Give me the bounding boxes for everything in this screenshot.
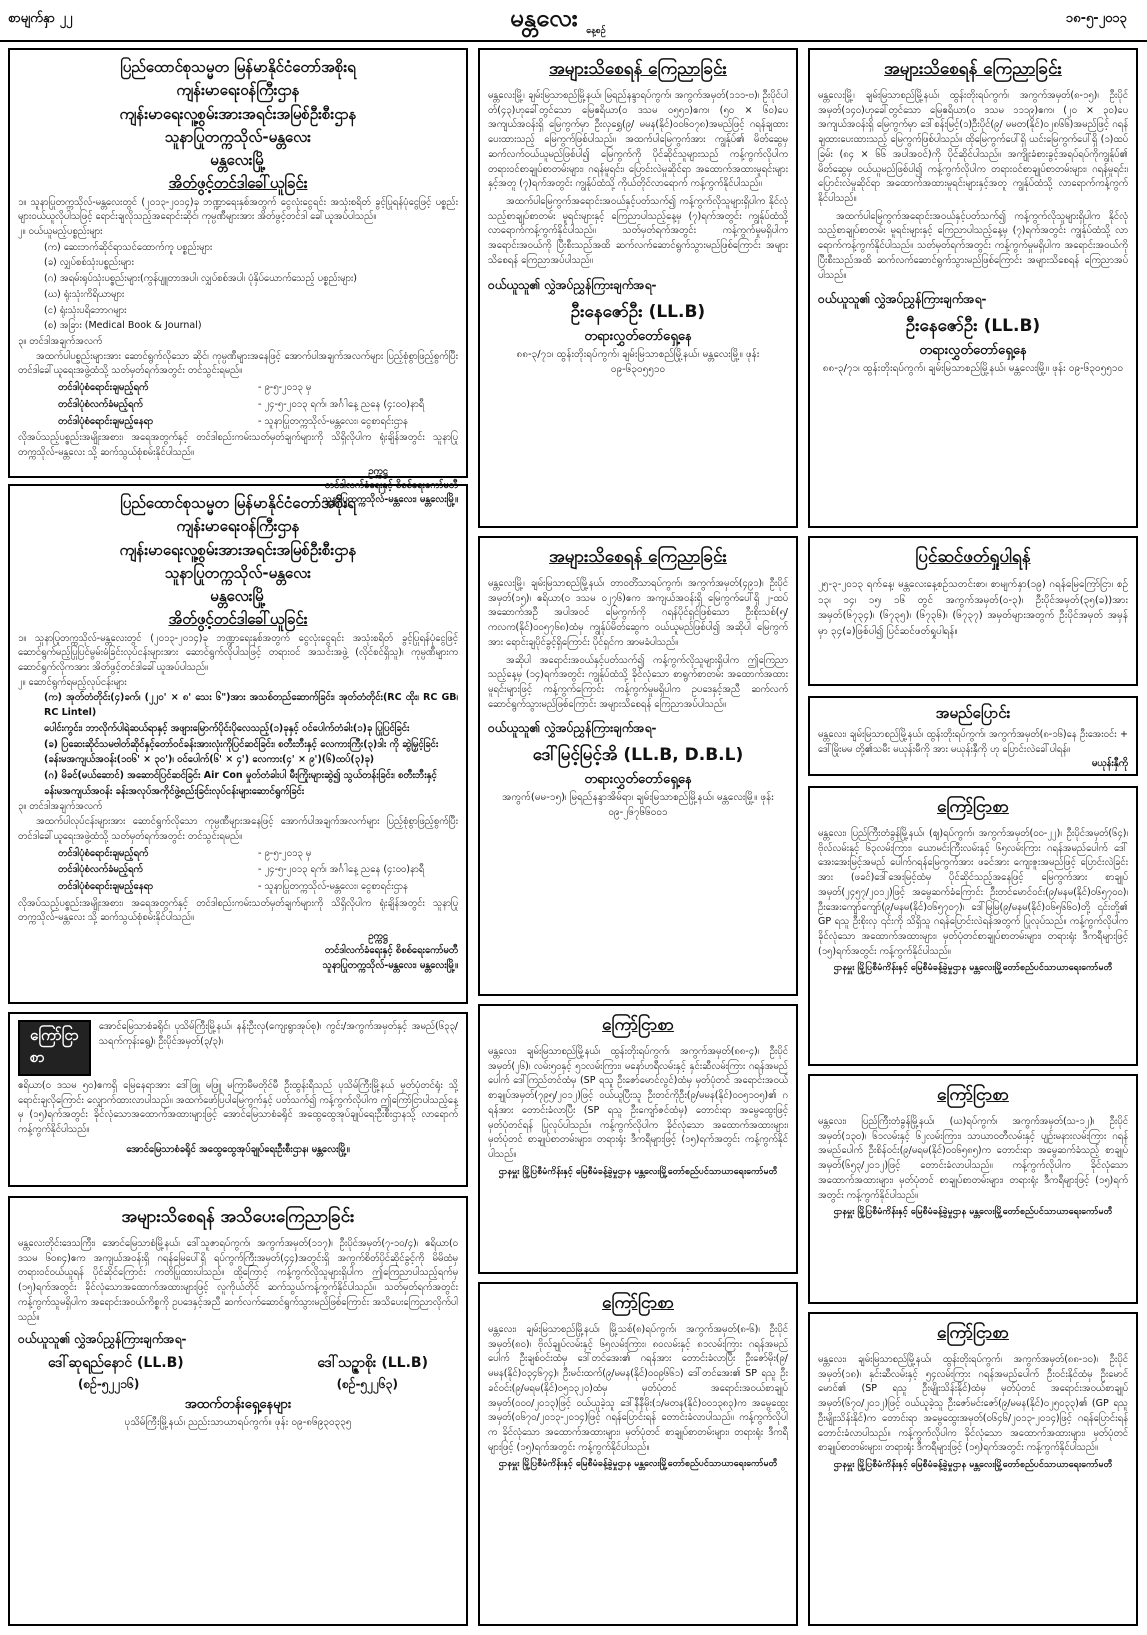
- lawyer-contact: အကွက်(မမ-၁၅)၊ မြရည်နန္ဒာအိမ်ရာ၊ ချမ်းမြသာစည်မြို့နယ်၊ မန္တလေးမြို့။ ဖုန်း ၀၉-၂၆၇၆၆၀၀၁: [502, 792, 774, 819]
- lawyer-contact: ပုသိမ်ကြီးမြို့နယ်၊ ညည်းသာယာရပ်ကွက်။ ဖုန်း ၀၉-၈၆၉၃၀၃၃၅: [124, 1417, 352, 1429]
- tender-heading: [18, 492, 458, 632]
- tender-body: [18, 632, 458, 973]
- lawyer-name: ဦးနေဇော်ဦး (LL.B): [905, 316, 1041, 337]
- notice-title: အများသိစေရန် ကြေညာခြင်း: [884, 59, 1062, 79]
- notice-body: မန္တလေးမြို့၊ ချမ်းမြသာစည်မြို့နယ်၊ တာဝတိံသာရပ်ကွက်၊ အကွက်အမှတ်(၄၉၁)၊ ဦးပိုင်အမှတ်(၁၅)၊ ဧရိယာ(၀ ဒသမ ၀၂၇၆)ဧက အကျယ်အဝန်းရှိ မြေကွက်ပေါ်ရှိ ၂-ထပ် အဆောက်အဦ အပါအဝင် မြေကွက်ကို ဂရန်ပိုင်ရှင်ဖြစ်သော ဦးစိုးသစ်(၅/ကလက(နိုင်)၀၀၅၇၆၈)ထံမှ ကျွန်ုပ်မိတ်ဆွေက ဝယ်ယူမည်ဖြစ်ပါ၍ အဆိုပါ မြေကွက်အား ရောင်းချပိုင်ခွင့်ရှိကြောင်း ပိုင်ရှင်က အာမခံပါသည်။: [488, 578, 788, 648]
- notice-body: မန္တလေး၊ ချမ်းမြသာစည်မြို့နယ်၊ မြို့သစ်(၈)ရပ်ကွက်၊ အကွက်အမှတ်(၈-၆)၊ ဦးပိုင်အမှတ်(၈၀)၊ ဗိုလ်ချုပ်လမ်းနှင့် ၆၅လမ်းကြား၊ ၈၀လမ်းနှင့် ၈၁လမ်းကြား ဂရန်အမည်ပေါက် ဦးချစ်ဝင်းထံမှ ဒေါ်တင်အေး၏ ဂရန်အား တောင်းခံလာပြီး ဦးဇော်မိုး(၉/မမန(နိုင်)၀၃၄၆၇၄)၊ ဦးမင်းထက်(၉/မမန(နိုင်)၀၀၉၆၆၁) ဒေါ်တင်အေး၏ SP ရသူ ဦးခင်ဝင်း(၉/မရမ(နိုင်)၀၅၁၃၂၀)ထံမှ မှတ်ပုံတင် အရောင်းအဝယ်စာချုပ်အမှတ်(၀၀၀/၂၀၁၃)ဖြင့် ဝယ်ယူခဲ့သူ ဒေါ်နီနီမိုး(၁/မတန(နိုင်)၀၀၁၃၈၃)က အမွေထွေးအမှတ်(၀၆၇၀/၂၀၁၃-၂၀၁၄)ဖြင့် ဂရန်ပြောင်းရန် တောင်းခံလာပါသည်။ ကန့်ကွက်လိုပါက ခိုင်လုံသော အထောက်အထားများ၊ မှတ်ပုံတင် စာချုပ်စာတမ်းများ၊ တရားရုံး ဒီကရီများဖြင့် (၁၅)ရက်အတွင်း ကန့်ကွက်နိုင်ပါသည်။: [488, 1324, 788, 1453]
- heading-line: သူနာပြုတက္ကသိုလ်-မန္တလေး: [165, 127, 311, 146]
- notice-body: မန္တလေး၊ ပြည်ကြီးတံခွန်မြို့နယ်၊ (ဈ)ရပ်ကွက်၊ အကွက်အမှတ်(၀၀-၂၂)၊ ဦးပိုင်အမှတ်(၆၄)၊ ဗိုလ်လမ်းနှင့် ၆၃လမ်းကြား၊ ယောမင်းကြီးလမ်းနှင့် ၆၅လမ်းကြား ဂရန်အမည်ပေါက် ဒေါ်အေးအေးမြင့်အမည် ပေါက်ဂရန်မြေကွက်အား ဖခင်အား ကျေးဇူးအမည်ဖြင့် ပြောင်းလဲခြင်းအား (ဖခင်)ဒေါ်အေးမြင့်ထံမှ ပိုင်ဆိုင်သည့်အနေဖြင့် မြေကွက်အား စာချုပ်အမှတ်(၂၄၅၇/၂၀၁၂)ဖြင့် အမွေဆက်ခံကြောင်း ဦးတင်မောင်ဝင်း(၉/မနမ(နိုင်)၀၆၅၇၀၀)၊ ဦးအေးကျော်ကျော်(၉/မနမ(နိုင်)၀၆၅၇၀၇)၊ ဒေါ်မြမြ(၉/မနမ(နိုင်)၀၆၅၆၆၀)တို့ ၎င်းတို့၏ GP ရသူ ဦးစိုးလှ ၎င်းကို သိရှိသူ ဂရန်ပြောင်းလဲရန်အတွက် ပြုလုပ်သည်။ ကန့်ကွက်လိုပါက ခိုင်လုံသော အထောက်အထားများ၊ မှတ်ပုံတင်စာချုပ်စာတမ်းများ၊ တရားရုံး ဒီကရီများဖြင့် (၁၅)ရက်အတွင်း ကန့်ကွက်နိုင်ပါသည်။: [818, 828, 1128, 957]
- heading-line: မန္တလေးမြို့: [210, 587, 266, 605]
- list-item: (ခန်းမအကျယ်အဝန်း(၁၀၆' × ၃၀')၊ ဝင်ပေါက်(၆' × ၄') လေကား(၄' × ၉')(၆)ထပ်(၃)ခု): [44, 754, 375, 766]
- land-notice-left: [8, 1012, 468, 1187]
- notice-intro: အောင်မြေသာစံခရိုင်၊ ပုသိမ်ကြီးမြို့နယ်၊ နန်းဦးလှ(ကျေးရွာအုပ်စု)၊ ကွင်း/အကွက်အမှတ်နှင့် အမည်(၆၃၃/သရက်ကုန်းရွေ့)၊ ဦးပိုင်အမှတ်(၃/၃)၊: [98, 1021, 458, 1047]
- lawyer-role: တရားလွှတ်တော်ရှေ့နေ: [584, 772, 692, 788]
- kv-value: - ၉-၅-၂၀၁၃ မှ: [258, 382, 312, 394]
- notice-title: ကြော်ငြာစာ: [937, 797, 1009, 817]
- notice-footer: ဌာနမှူး မြို့ပြစီမံကိန်းနှင့် မြေစီမံခန့်ခွဲမှုဌာန မန္တလေးမြို့တော်စည်ပင်သာယာရေးကော်မတီ: [833, 1460, 1113, 1471]
- heading-line: ကျန်းမာရေးလူ့စွမ်းအားအရင်းအမြစ်ဦးစီးဌာန: [119, 104, 357, 123]
- notice-body: မန္တလေးမြို့၊ ချမ်းမြသာစည်မြို့နယ်၊ မြရည်နန္ဒာရပ်ကွက်၊ အကွက်အမှတ်(၁၁၁-ဗ)၊ ဦးပိုင်ပါတ်(၄၃)ဟုခေါ်တွင်သော မြေဧရိယာ(၀ ဒသမ ၀၅၅၁)ဧက၊ (၅၀ × ၆၀)ပေ အကျယ်အဝန်းရှိ မြေကွက်မှာ ဦးလှရွှေ(၉/ မမန(နိုင်)၀၀၆၀၇၈)အမည်ဖြင့် ဂရန်ချထားပေးထားသည့် မြေကွက်ဖြစ်ပါသည်။ အထက်ပါမြေကွက်အား ကျွန်ုပ်၏ မိတ်ဆွေမှ ဆက်လက်ဝယ်ယူမည်ဖြစ်ပါ၍ မြေကွက်ကို ပိုင်ဆိုင်သူများသည် ကန့်ကွက်လိုပါက တရားဝင်စာချုပ်စာတမ်းများ၊ ဂရန်မူရင်း၊ ပြောင်းလဲမှုဆိုင်ရာ အထောက်အထားမူရင်းများနှင့်အတူ (၇)ရက်အတွင်း ကျွန်ုပ်ထံသို့ ကိုယ်တိုင်လာရောက် ကန့်ကွက်နိုင်ပါသည်။: [488, 90, 788, 190]
- list-item: (ဃ) ရုံးသုံးကိရိယာများ: [44, 288, 125, 300]
- lawyer-name: ဦးနေဇော်ဦး (LL.B): [570, 301, 706, 322]
- newspaper-logo: [510, 2, 606, 38]
- lawyer-role: တရားလွှတ်တော်ရှေ့နေ: [919, 343, 1027, 359]
- notice-body: မန္တလေး၊ ချမ်းမြသာစည်မြို့နယ်၊ ထွန်းတိုးရပ်ကွက်၊ အကွက်အမှတ်(၈၈-၁၀)၊ ဦးပိုင်အမှတ်(၁၈)၊ နှင်းဆီလမ်းနှင့် ၅၄လမ်းကြား ဂရန်အမည်ပေါက် ဦးဝင်းနိုင်ထံမှ ဦးမောင်မောင်၏ (SP ရသူ ဦးမျိုးသိန်းနိုင်)ထံမှ မှတ်ပုံတင် အရောင်းအဝယ်စာချုပ်အမှတ်(၆၇၀/၂၀၁၂)ဖြင့် ဝယ်ယူခဲ့သူ ဦးဇော်မင်းဇော်(၉/မမန(နိုင်)၀၂၅၀၃၃)၏ (GP ရသူ ဦးမျိုးသိန်းနိုင်)က တောင်းရာ အမွေထွေးအမှတ်(၀၆၄၆/၂၀၁၃-၂၀၁၄)ဖြင့် ဂရန်ပြောင်းရန် တောင်းခံလာပါသည်။ ကန့်ကွက်လိုပါက ခိုင်လုံသော အထောက်အထားများ၊ မှတ်ပုံတင် စာချုပ်စာတမ်းများ၊ တရားရုံး ဒီကရီများဖြင့် (၁၅)ရက်အတွင်း ကန့်ကွက်နိုင်ပါသည်။: [818, 1354, 1128, 1454]
- notice-body-2: အဆိုပါ အရောင်းအဝယ်နှင့်ပတ်သက်၍ ကန့်ကွက်လိုသူများရှိပါက ဤကြေညာသည့်နေ့မှ (၁၄)ရက်အတွင်း ကျွန်ုပ်ထံသို့ ခိုင်လုံသော စာရွက်စာတမ်း အထောက်အထားမူရင်းများဖြင့် ကန့်ကွက်ကြောင်း ကန့်ကွက်မှုမရှိပါက ဥပဒေနှင့်အညီ ဆက်လက်ဆောင်ရွက်သွားမည်ဖြစ်ကြောင်း အများသိစေရန် ကြေညာအပ်ပါသည်။: [488, 654, 788, 710]
- heading-line: ပြည်ထောင်စုသမ္မတ မြန်မာနိုင်ငံတော်အစိုးရ: [120, 494, 356, 512]
- heading-line: ပြည်ထောင်စုသမ္မတ မြန်မာနိုင်ငံတော်အစိုးရ: [120, 58, 356, 76]
- list-item: (ခ) လျှပ်စစ်သုံးပစ္စည်းများ: [44, 257, 134, 269]
- paragraph: ၁။ သူနာပြုတက္ကသိုလ်-မန္တလေးတွင် (၂၀၁၃-၂၀၁၄)ခု ဘဏ္ဍာရေးနှစ်အတွက် ငွေလုံးငွေရင်း အသုံးစရိတ် ခွင့်ပြုရန်ပုံငွေဖြင့် ပစ္စည်းများဝယ်ယူလိုပါသဖြင့် ရောင်းချလိုသည့်အရောင်းဆိုင်၊ ကုမ္ပဏီများအား အိတ်ဖွင့်တင်ဒါ ခေါ်ယူအပ်ပါသည်။: [18, 196, 458, 223]
- sig-line: တင်ဒါလက်ခံရေးနှင့် စိစစ်ရေးကော်မတီ: [324, 945, 458, 957]
- instruction-lead: ဝယ်ယူသူ၏ လွှဲအပ်ညွှန်ကြားချက်အရ-: [488, 721, 657, 736]
- tender-heading: [18, 56, 458, 196]
- notice-signature: မယုန်းနှီကို: [1091, 758, 1128, 770]
- paragraph: လိုအပ်သည့်ပစ္စည်းအမျိုးအစား၊ အရေအတွက်နှင့် တင်ဒါစည်းကမ်းသတ်မှတ်ချက်များကို သိရှိလိုပါက ရုံးချိန်အတွင်း သူနာပြုတက္ကသိုလ်-မန္တလေး သို့ ဆက်သွယ်စုံစမ်းနိုင်ပါသည်။: [18, 897, 458, 924]
- logo-text: မန္တလေး: [510, 3, 578, 32]
- kv-row: [18, 863, 458, 878]
- heading-line: သူနာပြုတက္ကသိုလ်-မန္တလေး: [165, 563, 311, 582]
- ad-notice-5: [808, 1312, 1138, 1626]
- heading-line: အိတ်ဖွင့်တင်ဒါခေါ်ယူခြင်း: [168, 610, 308, 629]
- public-notice-right-top: [808, 48, 1138, 528]
- notice-title: ကြော်ငြာစာ: [602, 1015, 674, 1035]
- page-header: [0, 0, 1147, 40]
- kv-value: - သူနာပြုတက္ကသိုလ်-မန္တလေး၊ ငွေစာရင်းဌာန: [258, 881, 408, 892]
- kv-row: [18, 847, 458, 862]
- instruction-lead: ဝယ်ယူသူ၏ လွှဲအပ်ညွှန်ကြားချက်အရ-: [818, 292, 987, 307]
- notice-body: မန္တလေး၊ ပြည်ကြီးတံခွန်မြို့နယ်၊ (ဃ)ရပ်ကွက်၊ အကွက်အမှတ်(သ-၁၂)၊ ဦးပိုင်အမှတ်(၁၃၀)၊ ၆၁လမ်းနှင့် ၆၂လမ်းကြား၊ သာယာဝတီလမ်းနှင့် ပျဉ်းမနားလမ်းကြား ဂရန်အမည်ပေါက် ဦးစိန်ဝင်း(၉/မရမ(နိုင်)၀၀၆၅၈၅)က တောင်းရာ အမွေဆက်ခံသည့် စာချုပ်အမှတ်(၆၅၃/၂၀၁၂)ဖြင့် တောင်းခံလာပါသည်။ ကန့်ကွက်လိုပါက ခိုင်လုံသော အထောက်အထားများ၊ မှတ်ပုံတင် စာချုပ်စာတမ်းများ၊ တရားရုံး ဒီကရီများဖြင့် (၁၅)ရက်အတွင်း ကန့်ကွက်နိုင်ပါသည်။: [818, 1116, 1128, 1201]
- notice-body: မန္တလေး၊ ချမ်းမြသာစည်မြို့နယ်၊ ထွန်းတိုးရပ်ကွက်၊ အကွက်အမှတ်(၈-၁၆)နေ ဦးအေးဝင်း + ဒေါ်မြိုးမမ တို့၏သမီး မယုန်းမီကို အား မယုန်းနှီကို ဟု ပြောင်းလဲခေါ်ပါရန်။: [818, 729, 1128, 755]
- sig-line: သူနာပြုတက္ကသိုလ်-မန္တလေး၊ မန္တလေးမြို့။: [322, 959, 458, 971]
- name-change-notice: [808, 696, 1138, 776]
- lawyer-name: ဒေါ်ဆုရည်နောင် (LL.B): [48, 1355, 184, 1372]
- public-notice-bottom-left: [8, 1196, 468, 1626]
- kv-key: တင်ဒါပုံစံရောင်းချမည့်နေရာ: [58, 415, 153, 427]
- kv-key: တင်ဒါပုံစံလက်ခံမည့်ရက်: [58, 398, 143, 410]
- kv-row: [18, 880, 458, 895]
- list-item: (င) ရုံးသုံးပရိဘောဂများ: [44, 304, 127, 316]
- list-item: (ဂ) မိခင်(မယ်ဆောင်) အဆောင်ပြင်ဆင်ခြင်း Air Con မှုတ်တံခါးပါ မီးကြိုးများဆွဲ၍ သွယ်တန်းခြင်း၊ စတီးဘီးနှင့်: [44, 769, 437, 781]
- logo-subtext: နေ့စဉ်: [586, 26, 606, 36]
- kv-row: [18, 415, 458, 430]
- notice-title: အများသိစေရန် အသိပေးကြေညာခြင်း: [121, 1207, 355, 1227]
- lawyer-names: [18, 1349, 458, 1374]
- notice-title: အများသိစေရန် ကြေညာခြင်း: [549, 59, 727, 79]
- header-rule: [0, 40, 1147, 42]
- paragraph: ၃။ တင်ဒါအချက်အလက်: [18, 335, 103, 347]
- page-number: စာမျက်နှာ ၂၂: [8, 11, 73, 26]
- notice-body: ၂၅-၃-၂၀၁၃ ရက်နေ့၊ မန္တလေးနေ့စဉ်သတင်းစာ၊ စာမျက်နှာ(၁၉) ဂရန်မြေကြော်ငြာ၊ စဉ် ၁၃၊ ၁၄၊ ၁၅၊ ၁၆ တွင် အကွက်အမှတ်(၀-၃)၊ ဦးပိုင်အမှတ်(၃၅(ခ))အား အမှတ်(၆၇၃၄)၊ (၆၇၃၅)၊ (၆၇၃၆)၊ (၆၇၃၇) အမှတ်များအတွက် ဦးပိုင်အမှတ် အမှန်မှာ ၃၄(ခ)ဖြစ်ပါ၍ ပြင်ဆင်ဖတ်ရှုပါရန်။: [818, 579, 1128, 637]
- issue-date: ၁၈-၅-၂၀၁၃: [1065, 11, 1127, 26]
- heading-line: ကျန်းမာရေးဝန်ကြီးဌာန: [176, 517, 300, 536]
- lawyer-name: ဒေါ်သဉ္ဇာစိုး (LL.B): [317, 1355, 428, 1372]
- kv-row: [18, 398, 458, 413]
- list-item: (က) အုတ်တံတိုင်း(၄)ခက်၊ (၂၂၀' × ၈' သေး ၆")အား အသစ်တည်ဆောက်ခြင်း၊ အုတ်တံတိုင်း(RC ထိုး၊ RC GB၊ RC Lintel): [44, 692, 458, 719]
- heading-line: အိတ်ဖွင့်တင်ဒါခေါ်ယူခြင်း: [168, 174, 308, 193]
- ad-notice-3: [808, 1074, 1138, 1304]
- notice-footer: ဌာနမှူး မြို့ပြစီမံကိန်းနှင့် မြေစီမံခန့်ခွဲမှုဌာန မန္တလေးမြို့တော်စည်ပင်သာယာရေးကော်မတီ: [833, 963, 1113, 974]
- notice-title: ကြော်ငြာစာ: [937, 1085, 1009, 1105]
- kv-row: [18, 381, 458, 396]
- license-number: (စဉ်-၅၂၂၁၆): [78, 1377, 140, 1392]
- list-item: (ခ) ပြဆေးဆိုင်သမဗါတ်ဆိုင်နှင့်တော်ဝင်ခန်းအားလုံးကိုပြင်ဆင်ခြင်း၊ စတီးဘီးနှင့် လေကားကြီး(၃)ဒါး ကို ဆွဲမြှင့်ခြင်း: [44, 738, 439, 750]
- signature-block: [18, 930, 458, 973]
- paragraph: ၂။ ဝယ်ယူမည့်ပစ္စည်းများ: [18, 225, 103, 237]
- notice-footer: ဌာနမှူး မြို့ပြစီမံကိန်းနှင့် မြေစီမံခန့်ခွဲမှုဌာန မန္တလေးမြို့တော်စည်ပင်သာယာရေးကော်မတီ: [498, 1166, 778, 1177]
- ad-notice-1: [808, 786, 1138, 1066]
- paragraph: ၂။ ဆောင်ရွက်ရမည့်လုပ်ငန်းများ: [18, 676, 127, 688]
- notice-body-2: အထက်ပါမြေကွက်အရောင်းအဝယ်နှင့်ပတ်သက်၍ ကန့်ကွက်လိုသူများရှိပါက နိုင်လုံသည့်စာချုပ်စာတမ်း မူရင်းများနှင့် ကြေညာပါသည့်နေ့မှ (၇)ရက်အတွင်း ကျွန်ုပ်ထံသို့ လာရောက်ကန့်ကွက်နိုင်ပါသည်။ သတ်မှတ်ရက်အတွင်း ကန့်ကွက်မှုမရှိပါက အရောင်းအဝယ်ကို ပြီးစီးသည်အထိ ဆက်လက်ဆောင်ရွက်သွားမည်ဖြစ်ကြောင်း အများသိစေရန် ကြေညာအပ်ပါသည်။: [488, 196, 788, 266]
- instruction-lead: ဝယ်ယူသူ၏ လွှဲအပ်ညွှန်ကြားချက်အရ-: [18, 1332, 187, 1347]
- notice-title: ကြော်ငြာစာ: [937, 1323, 1009, 1343]
- kv-value: - ၉-၅-၂၀၁၃ မှ: [258, 847, 312, 859]
- list-item: (ဂ) အရမ်းရုပ်သုံးပစ္စည်းများ(ကွန်ပျူတာအပါ၊ လျှပ်စစ်အပါ၊ ပုံနှိပ်ယောက်သေည့် ပစ္စည်းများ): [44, 273, 357, 285]
- notice-footer: ဌာနမှူး မြို့ပြစီမံကိန်းနှင့် မြေစီမံခန့်ခွဲမှုဌာန မန္တလေးမြို့တော်စည်ပင်သာယာရေးကော်မတီ: [833, 1207, 1113, 1218]
- license-number: (စဉ်-၅၂၂၆၃): [336, 1377, 398, 1392]
- notice-body: မန္တလေး၊ ချမ်းမြသာစည်မြို့နယ်၊ ထွန်းတိုးရပ်ကွက်၊ အကွက်အမှတ်(၈၈-၄)၊ ဦးပိုင်အမှတ်(၂၆)၊ လမ်း၅၀နှင့် ၅၁လမ်းကြား၊ မနော်ဟရီလမ်းနှင့် နှင်းဆီလမ်းကြား ဂရန်အမည်ပေါက် ဒေါ်ကြည်တင်ထံမှ (SP ရသူ ဦးဇော်မောင်လွင်)ထံမှ မှတ်ပုံတင် အရောင်းအဝယ်စာချုပ်အမှတ်(၇၉၅/၂၀၁၂)ဖြင့် ဝယ်ယူပြီးသူ ဦးတင်ကိုဦး(၉/မမန(နိုင်)၀၀၅၁၀၅)၏ ဂရန်အား တောင်းခံလာပြီး (SP ရသူ ဦးကျော်ဇင်ထံမှ) တောင်းရာ အမွေထွေးဖြင့် မှတ်ပုံတင်ရန် ပြုလုပ်ပါသည်။ ကန့်ကွက်လိုပါက ခိုင်လုံသော အထောက်အထားများ၊ မှတ်ပုံတင် စာချုပ်စာတမ်းများ၊ တရားရုံး ဒီကရီများဖြင့် (၁၅)ရက်အတွင်း ကန့်ကွက်နိုင်ပါသည်။: [488, 1046, 788, 1161]
- public-notice-mid-top: [478, 48, 798, 528]
- instruction-lead: ဝယ်ယူသူ၏ လွှဲအပ်ညွှန်ကြားချက်အရ-: [488, 277, 657, 292]
- notice-title: အများသိစေရန် ကြေညာခြင်း: [549, 547, 727, 567]
- sig-line: တင်ဒါလက်ခံရေးနှင့် စိစစ်ရေးကော်မတီ: [324, 479, 458, 491]
- kv-value: - ၂၄-၅-၂၀၁၃ ရက်၊ အင်္ဂါနေ့ ညနေ (၄:၀၀)နာရီ: [258, 864, 425, 876]
- lawyer-name: ဒေါ်မြင့်မြင့်အိ (LL.B, D.B.L): [532, 745, 744, 766]
- notice-body-2: အထက်ပါမြေကွက်အရောင်းအဝယ်နှင့်ပတ်သက်၍ ကန့်ကွက်လိုသူများရှိပါက နိုင်လုံသည့်စာချုပ်စာတမ်း မူရင်းများနှင့် ကြေညာပါသည့်နေ့မှ (၇)ရက်အတွင်း ကျွန်ုပ်ထံသို့ လာရောက်ကန့်ကွက်နိုင်ပါသည်။ သတ်မှတ်ရက်အတွင်း ကန့်ကွက်မှုမရှိပါက အရောင်းအဝယ်ကို ပြီးစီးသည်အထိ ဆက်လက်ဆောင်ရွက်သွားမည်ဖြစ်ကြောင်း အများသိစေရန် ကြေညာအပ်ပါသည်။: [818, 210, 1128, 281]
- paragraph: အထက်ပါပစ္စည်းများအား ဆောင်ရွက်လိုသော ဆိုင်၊ ကုမ္ပဏီများအနေဖြင့် အောက်ပါအချက်အလက်များ ပြည့်စုံစွာဖြည့်စွက်ပြီး တင်ဒါခေါ်ယူရေးအဖွဲ့ထံသို့ သတ်မှတ်ရက်အတွင်း တင်သွင်းရမည်။: [18, 350, 458, 377]
- heading-line: ကျန်းမာရေးဝန်ကြီးဌာန: [176, 81, 300, 100]
- paragraph: ၃။ တင်ဒါအချက်အလက်: [18, 801, 103, 813]
- sig-line: ဥက္ကဋ္ဌ: [368, 931, 388, 943]
- notice-body: ဧရိယာ(၀ ဒသမ ၅၀)ဧကရှိ မြေနေရာအား ဒေါ်ဖြူ မဖြူ မကြာမီမတိုင်မီ ဦးထွန်းရီသည် ပုသိမ်ကြီးမြို့နယ် မှတ်ပုံတင်ရုံး သို့ ရောင်းချလိုကြောင်း လျှောက်ထားလာပါသည်။ အထက်ဖော်ပြပါမြေကွက်နှင့် ပတ်သက်၍ ကန့်ကွက်လိုပါက ဤကြော်ငြာပါသည့်နေ့မှ (၁၅)ရက်အတွင်း ခိုင်လုံသောအထောက်အထားများဖြင့် အောင်မြေသာစံခရိုင် အထွေထွေအုပ်ချုပ်ရေးဦးစီးဌာနသို့ လာရောက်ကန့်ကွက်နိုင်ပါသည်။: [18, 1080, 458, 1136]
- notice-footer: ဌာနမှူး မြို့ပြစီမံကိန်းနှင့် မြေစီမံခန့်ခွဲမှုဌာန မန္တလေးမြို့တော်စည်ပင်သာယာရေးကော်မတီ: [498, 1459, 778, 1470]
- ad-notice-4: [478, 1282, 798, 1626]
- sig-line: သူနာပြုတက္ကသိုလ်-မန္တလေး၊ မန္တလေးမြို့။: [322, 494, 458, 506]
- list-item: ပေါင်းကွင်း၊ ဘာလိုက်ပါရဲဆယ်ရာနှင့် အဖျားမြောက်ပိုင်းပိုလေသည့်(၁)ခုနှင့် ဝင်ပေါက်တံခါး(၁)ခု ပြုပြင်ခြင်း: [44, 722, 410, 734]
- kv-value: - သူနာပြုတက္ကသိုလ်-မန္တလေး၊ ငွေစာရင်းဌာန: [258, 415, 408, 427]
- lawyer-licences: [18, 1374, 458, 1394]
- correction-notice: [808, 536, 1138, 686]
- kv-value: - ၂၄-၅-၂၀၁၃ ရက်၊ အင်္ဂါနေ့ ညနေ (၄:၀၀)နာရီ: [258, 398, 425, 410]
- public-notice-mid-second: [478, 536, 798, 996]
- list-item: ခန်းမအကျယ်အဝန်း ခန်းအလုပ်အကိုင်ဖွဲ့စည်းခြင်းလုပ်ငန်းများဆောင်ရွက်ခြင်း: [44, 785, 305, 797]
- list-item: (က) ဆေးဘက်ဆိုင်ရာသင်ထောက်ကူ ပစ္စည်းများ: [44, 241, 213, 253]
- paragraph: ၁။ သူနာပြုတက္ကသိုလ်-မန္တလေးတွင် (၂၀၁၃-၂၀၁၄)ခု ဘဏ္ဍာရေးနှစ်အတွက် ငွေလုံးငွေရင်း အသုံးစရိတ် ခွင့်ပြုရန်ပုံငွေဖြင့် ဆောင်ရွက်မည့်ပြုပြင်မွမ်းမံခြင်းလုပ်ငန်းများအား ဆောင်ရွက်လိုပါသဖြင့် တရားဝင် အသင်းအဖွဲ့ (လိုင်စင်ရှိသူ)၊ ကုမ္ပဏီများကဆောင်ရွက်လိုကအား အိတ်ဖွင့်တင်ဒါခေါ်ယူအပ်ပါသည်။: [18, 632, 458, 673]
- tender-notice-2: [8, 484, 468, 1004]
- notice-body: မန္တလေးတိုင်းဒေသကြီး၊ အောင်မြေသာစံမြို့နယ်၊ ဒေါ်သူဇာရပ်ကွက်၊ အကွက်အမှတ်(၁၁၇)၊ ဦးပိုင်အမှတ်(၇-၁၀/၄)၊ ဧရိယာ(၀ ဒသမ ၆၀၈၄)ဧက အကျယ်အဝန်းရှိ ဂရန်မြေပေါ်ရှိ ရပ်ကွက်ကြီးအမှတ်(၄၄)အတွင်းရှိ အကွက်စိတ်ပိုင်ဆိုင်ခွင့်ကို မိမိထံမှ တရားဝင်ဝယ်ယူရန် ပိုင်ဆိုင်ကြောင်း ကတိပြုထားပါသည်။ ထို့ကြောင့် ကန့်ကွက်လိုသူများရှိပါက ဤကြေညာပါသည့်ရက်မှ (၁၅)ရက်အတွင်း ခိုင်လုံသောအထောက်အထားများဖြင့် လူကိုယ်တိုင် ဆက်သွယ်ကန့်ကွက်နိုင်ပါသည်။ သတ်မှတ်ရက်အတွင်း ကန့်ကွက်သူမရှိပါက အရောင်းအဝယ်ကိစ္စကို ဥပဒေနှင့်အညီ ဆက်လက်ဆောင်ရွက်သွားမည်ဖြစ်ကြောင်း အသိပေးကြေညာလိုက်ပါသည်။: [18, 1238, 458, 1323]
- kv-key: တင်ဒါပုံစံရောင်းချမည့်နေရာ: [58, 881, 153, 892]
- ad-notice-2: [478, 1004, 798, 1274]
- heading-line: ကျန်းမာရေးလူ့စွမ်းအားအရင်းအမြစ်ဦးစီးဌာန: [119, 540, 357, 559]
- notice-body: မန္တလေးမြို့၊ ချမ်းမြသာစည်မြို့နယ်၊ ထွန်းတိုးရပ်ကွက်၊ အကွက်အမှတ်(၈-၁၅)၊ ဦးပိုင်အမှတ်(၁၄၀)ဟုခေါ်တွင်သော မြေဧရိယာ(၀ ဒသမ ၁၁၁၉)ဧက၊ (၂၀ × ၃၀)ပေ အကျယ်အဝန်းရှိ မြေကွက်မှာ ဒေါ်စန်းမြင့်(၁)ဦးပိုင်(၉/ မမတ(နိုင်)၀၂၈၆၆)အမည်ဖြင့် ဂရန်ချထားပေးထားသည့် မြေကွက်ဖြစ်ပါသည်။ ထိုမြေကွက်ပေါ်ရှိ ယင်းမြေကွက်ပေါ်ရှိ (၁)ထပ်ခြမ်း (၈၄ × ၆၆ အပါအဝင်)ကို ပိုင်ဆိုင်ပါသည်။ အကျိုးခံစားခွင့်အရပ်ရပ်ကိုကျွန်ုပ်၏ မိတ်ဆွေမှ ဝယ်ယူမည်ဖြစ်ပါ၍ ကန့်ကွက်လိုပါက တရားဝင်စာချုပ်စာတမ်းများ၊ ဂရန်မူရင်း၊ ပြောင်းလဲမှုဆိုင်ရာ အထောက်အထားမူရင်းများနှင့်အတူ ကျွန်ုပ်ထံသို့ လာရောက်ကန့်ကွက်နိုင်ပါသည်။: [818, 90, 1128, 205]
- paragraph: အထက်ပါလုပ်ငန်းများအား ဆောင်ရွက်လိုသော ကုမ္ပဏီများအနေဖြင့် အောက်ပါအချက်အလက်များ ပြည့်စုံစွာဖြည့်စွက်ပြီး တင်ဒါခေါ်ယူရေးအဖွဲ့ထံသို့ သတ်မှတ်ရက်အတွင်း တင်သွင်းရမည်။: [18, 816, 458, 842]
- tender-body: [18, 196, 458, 508]
- notice-signature: အောင်မြေသာစံခရိုင် အထွေထွေအုပ်ချုပ်ရေးဦးစီးဌာန၊ မန္တလေးမြို့။: [126, 1143, 350, 1155]
- notice-tag: ကြော်ငြာစာ: [18, 1020, 91, 1076]
- lawyer-role: တရားလွှတ်တော်ရှေ့နေ: [584, 328, 692, 344]
- heading-line: မန္တလေးမြို့: [210, 151, 266, 169]
- notice-title: ပြင်ဆင်ဖတ်ရှုပါရန်: [915, 547, 1031, 567]
- kv-key: တင်ဒါပုံစံရောင်းချမည့်ရက်: [58, 382, 149, 394]
- lawyer-contact: ၈၈-၃/၇၁၊ ထွန်းတိုးရပ်ကွက်၊ ချမ်းမြသာစည်မြို့နယ်၊ မန္တလေးမြို့။ ဖုန်း ၀၉-၆၃၀၅၅၁၀: [516, 348, 760, 375]
- paragraph: လိုအပ်သည့်ပစ္စည်းအမျိုးအစား၊ အရေအတွက်နှင့် တင်ဒါစည်းကမ်းသတ်မှတ်ချက်များကို သိရှိလိုပါက ရုံးချိန်အတွင်း သူနာပြုတက္ကသိုလ်-မန္တလေး သို့ ဆက်သွယ်စုံစမ်းနိုင်ပါသည်။: [18, 432, 458, 458]
- kv-key: တင်ဒါပုံစံလက်ခံမည့်ရက်: [58, 864, 143, 876]
- sig-line: ဥက္ကဋ္ဌ: [368, 465, 388, 477]
- lawyer-contact: ၈၈-၃/၇၁၊ ထွန်းတိုးရပ်ကွက်၊ ချမ်းမြသာစည်မြို့နယ်၊ မန္တလေးမြို့။ ဖုန်း ၀၉-၆၃၀၅၅၁၀: [822, 363, 1124, 375]
- tender-notice-1: [8, 48, 468, 506]
- lawyer-role: အထက်တန်းရှေ့နေများ: [184, 1397, 292, 1413]
- list-item: (စ) အခြား (Medical Book & Journal): [44, 320, 202, 332]
- kv-key: တင်ဒါပုံစံရောင်းချမည့်ရက်: [58, 847, 149, 859]
- notice-title: ကြော်ငြာစာ: [602, 1293, 674, 1313]
- notice-title: အမည်ပြောင်း: [935, 704, 1011, 722]
